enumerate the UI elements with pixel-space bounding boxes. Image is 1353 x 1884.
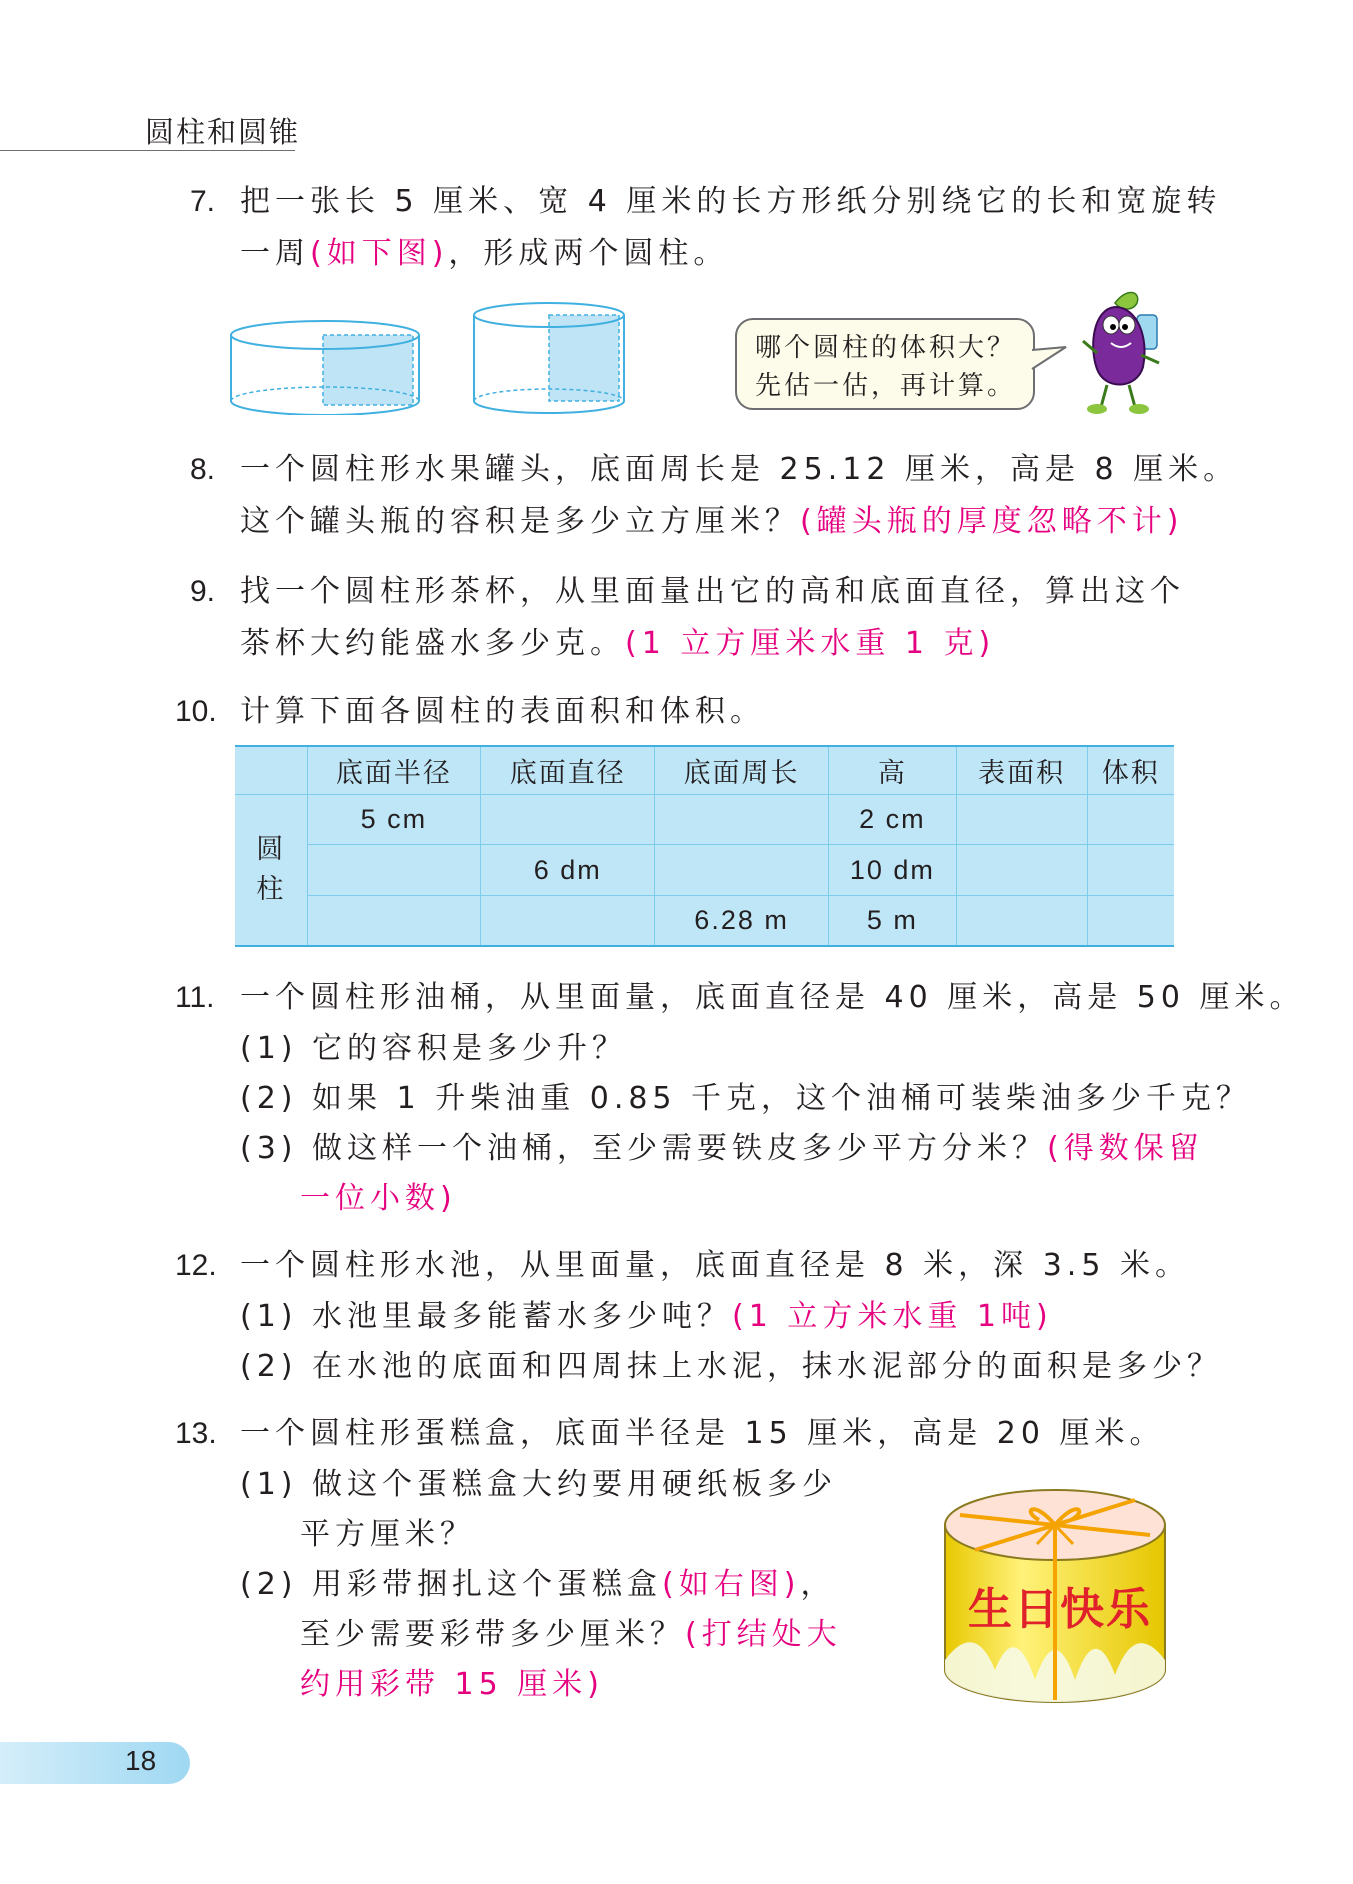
table-cell: [1087, 895, 1174, 946]
speech-bubble: [735, 318, 1035, 410]
table-header: 高: [828, 746, 956, 794]
problem-9: [160, 566, 1185, 670]
table-header-row: [235, 746, 1174, 794]
table-cell: [956, 845, 1087, 896]
problem-12-sub-2: (2) 在水池的底面和四周抹上水泥，抹水泥部分的面积是多少？: [240, 1349, 1223, 1384]
problem-7-line-2: [160, 228, 1180, 280]
problem-8-line-2: [160, 496, 1184, 548]
header-title: 圆柱和圆锥: [145, 115, 301, 149]
bubble-tail: [1030, 345, 1070, 375]
table-header: 体积: [1087, 746, 1174, 794]
table-header: 底面半径: [307, 746, 481, 794]
cake-label: 生日快乐: [968, 1584, 1152, 1635]
problem-number: 8.: [190, 453, 216, 486]
hint-text: (罐头瓶的厚度忽略不计): [800, 504, 1184, 539]
problem-13: [160, 1408, 1180, 1460]
problem-13-sub-1-cont: 平方厘米？: [300, 1517, 475, 1552]
cylinder-table: [235, 745, 1174, 947]
cylinder-wide-figure: [228, 305, 423, 415]
problem-11-sub-3-cont: 一位小数): [300, 1181, 457, 1216]
page-number: 18: [125, 1745, 157, 1776]
table-corner: [235, 746, 307, 794]
eggplant-mascot-icon: [1075, 285, 1175, 420]
row-header-char: 柱: [256, 873, 286, 905]
table-cell: [307, 895, 481, 946]
text: (1) 水池里最多能蓄水多少吨？: [240, 1299, 733, 1334]
problem-12-line-1: 一个圆柱形水池，从里面量，底面直径是 8 米，深 3.5 米。: [240, 1248, 1190, 1283]
text: 茶杯大约能盛水多少克。: [240, 626, 625, 661]
text: (3) 做这样一个油桶，至少需要铁皮多少平方分米？: [240, 1131, 1048, 1166]
problem-12: [160, 1240, 1190, 1292]
problem-10: [160, 686, 1180, 738]
problem-11: [160, 972, 1305, 1024]
cylinder-tall-figure: [470, 298, 628, 418]
problem-11-line-1: 一个圆柱形油桶，从里面量，底面直径是 40 厘米，高是 50 厘米。: [240, 980, 1305, 1015]
problem-number: 7.: [190, 185, 216, 218]
hint-text: (如右图): [662, 1567, 801, 1602]
problem-11-sub-3: [240, 1124, 1204, 1174]
problem-7: [160, 176, 1222, 280]
hint-text: (得数保留: [1047, 1131, 1204, 1166]
table-cell: [481, 794, 655, 845]
problem-9-line-2: [160, 618, 1180, 670]
problem-13-line-1: 一个圆柱形蛋糕盒，底面半径是 15 厘米，高是 20 厘米。: [240, 1416, 1165, 1451]
hint-text: (打结处大: [685, 1617, 842, 1652]
table-row: [235, 895, 1174, 946]
table-header: 底面周长: [655, 746, 829, 794]
table-cell: [956, 794, 1087, 845]
text: 至少需要彩带多少厘米？: [300, 1617, 685, 1652]
problem-8: [160, 444, 1239, 548]
table-cell: [481, 895, 655, 946]
problem-13-sub-2-cont-2: 约用彩带 15 厘米): [300, 1667, 604, 1702]
problem-7-line-1: 把一张长 5 厘米、宽 4 厘米的长方形纸分别绕它的长和宽旋转: [240, 184, 1222, 219]
table-cell: [956, 895, 1087, 946]
table-cell: 6 dm: [481, 845, 655, 896]
table-row: [235, 794, 1174, 845]
text: 一周: [240, 236, 310, 271]
problem-number: 9.: [190, 575, 216, 608]
table-header: 底面直径: [481, 746, 655, 794]
header-rule: [0, 150, 295, 151]
page-number-tab: [0, 1742, 190, 1784]
table-cell: 5 m: [828, 895, 956, 946]
problem-13-sub-2-cont: [300, 1610, 842, 1660]
table-cell: [307, 845, 481, 896]
bubble-line-2: 先估一估，再计算。: [755, 371, 1017, 401]
table-cell: 10 dm: [828, 845, 956, 896]
problem-13-sub-2: [240, 1560, 835, 1610]
table-cell: [1087, 794, 1174, 845]
table-cell: [655, 794, 829, 845]
table-cell: 6.28 m: [655, 895, 829, 946]
text: (2) 用彩带捆扎这个蛋糕盒: [240, 1567, 663, 1602]
table-row: [235, 845, 1174, 896]
problem-13-sub-1: (1) 做这个蛋糕盒大约要用硬纸板多少: [240, 1467, 838, 1502]
hint-text: (如下图): [310, 236, 449, 271]
hint-text: (1 立方厘米水重 1 克): [625, 626, 996, 661]
table-cell: 5 cm: [307, 794, 481, 845]
table-cell: 2 cm: [828, 794, 956, 845]
table-row-header: [235, 794, 307, 946]
problem-number: 12.: [175, 1249, 217, 1282]
problem-number: 13.: [175, 1417, 217, 1450]
bubble-line-1: 哪个圆柱的体积大？: [755, 333, 1017, 363]
text: 这个罐头瓶的容积是多少立方厘米？: [240, 504, 800, 539]
problem-number: 10.: [175, 695, 217, 728]
table-header: 表面积: [956, 746, 1087, 794]
problem-11-sub-2: (2) 如果 1 升柴油重 0.85 千克，这个油桶可装柴油多少千克？: [240, 1081, 1252, 1116]
text: ，: [800, 1567, 836, 1602]
hint-text: (1 立方米水重 1吨): [732, 1299, 1053, 1334]
problem-9-line-1: 找一个圆柱形茶杯，从里面量出它的高和底面直径，算出这个: [240, 574, 1185, 609]
row-header-char: 圆: [256, 833, 286, 865]
problem-number: 11.: [175, 981, 215, 1014]
text: ，形成两个圆柱。: [448, 236, 729, 271]
table-cell: [1087, 845, 1174, 896]
problem-11-sub-1: (1) 它的容积是多少升？: [240, 1031, 628, 1066]
problem-8-line-1: 一个圆柱形水果罐头，底面周长是 25.12 厘米，高是 8 厘米。: [240, 452, 1239, 487]
table-cell: [655, 845, 829, 896]
problem-10-line-1: 计算下面各圆柱的表面积和体积。: [240, 694, 765, 729]
problem-12-sub-1: [240, 1292, 1053, 1342]
